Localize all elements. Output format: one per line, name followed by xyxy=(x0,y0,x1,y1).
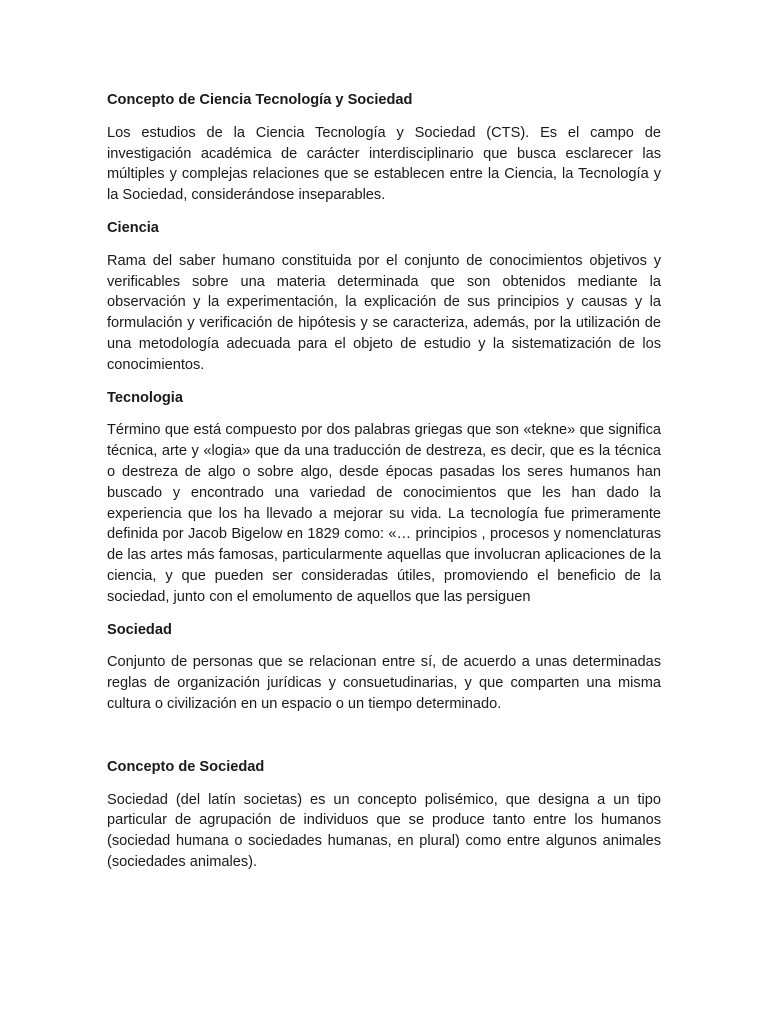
section-body-tecnologia: Término que está compuesto por dos palabras griegas que son «tekne» que significa técnica, arte y «logia» que da una traducción de destreza, es decir, que es la técnica o destreza de algo o sobre algo, desde épocas pasadas los seres humanos han buscado y encontrado una variedad de conocimientos que les han dado la experiencia que los ha llevado a mejorar su vida. La tecnología fue primeramente definida por Jacob Bigelow en 1829 como: «… principios , procesos y nomenclaturas de las artes más famosas, particularmente aquellas que involucran aplicaciones de la ciencia, y que pueden ser consideradas útiles, promoviendo el beneficio de la sociedad, junto con el emolumento de aquellos que las persiguen xyxy=(107,422,661,605)
section-body-cts: Los estudios de la Ciencia Tecnología y Sociedad (CTS). Es el campo de investigación académica de carácter interdisciplinario que busca esclarecer las múltiples y complejas relaciones que se establecen entre la Ciencia, la Tecnología y la Sociedad, considerándose inseparables. xyxy=(107,124,661,204)
section-body-concepto-sociedad: Sociedad (del latín societas) es un concepto polisémico, que designa a un tipo particular de agrupación de individuos que se produce tanto entre los humanos (sociedad humana o sociedades humanas, en plural) como entre algunos animales (sociedades animales). xyxy=(107,791,661,870)
section-body-ciencia: Rama del saber humano constituida por el conjunto de conocimientos objetivos y verificables sobre una materia determinada que son obtenidos mediante la observación y la experimentación, la explicación de sus principios y causas y la formulación y verificación de hipótesis y se caracteriza, además, por la utilización de una metodología adecuada para el objeto de estudio y la sistematización de los conocimientos. xyxy=(107,252,661,373)
section-body-sociedad: Conjunto de personas que se relacionan entre sí, de acuerdo a unas determinadas reglas de organización jurídicas y consuetudinarias, y que comparten una misma cultura o civilización en un espacio o un tiempo determinado. xyxy=(107,654,661,712)
section-spacer xyxy=(107,727,661,757)
section-heading-tecnologia: Tecnologia xyxy=(107,389,183,406)
section-heading-ciencia: Ciencia xyxy=(107,219,159,236)
section-heading-sociedad: Sociedad xyxy=(107,621,172,638)
section-heading-concepto-sociedad: Concepto de Sociedad xyxy=(107,758,265,775)
document-page xyxy=(107,90,661,885)
section-heading-cts: Concepto de Ciencia Tecnología y Sociedad xyxy=(107,92,413,108)
